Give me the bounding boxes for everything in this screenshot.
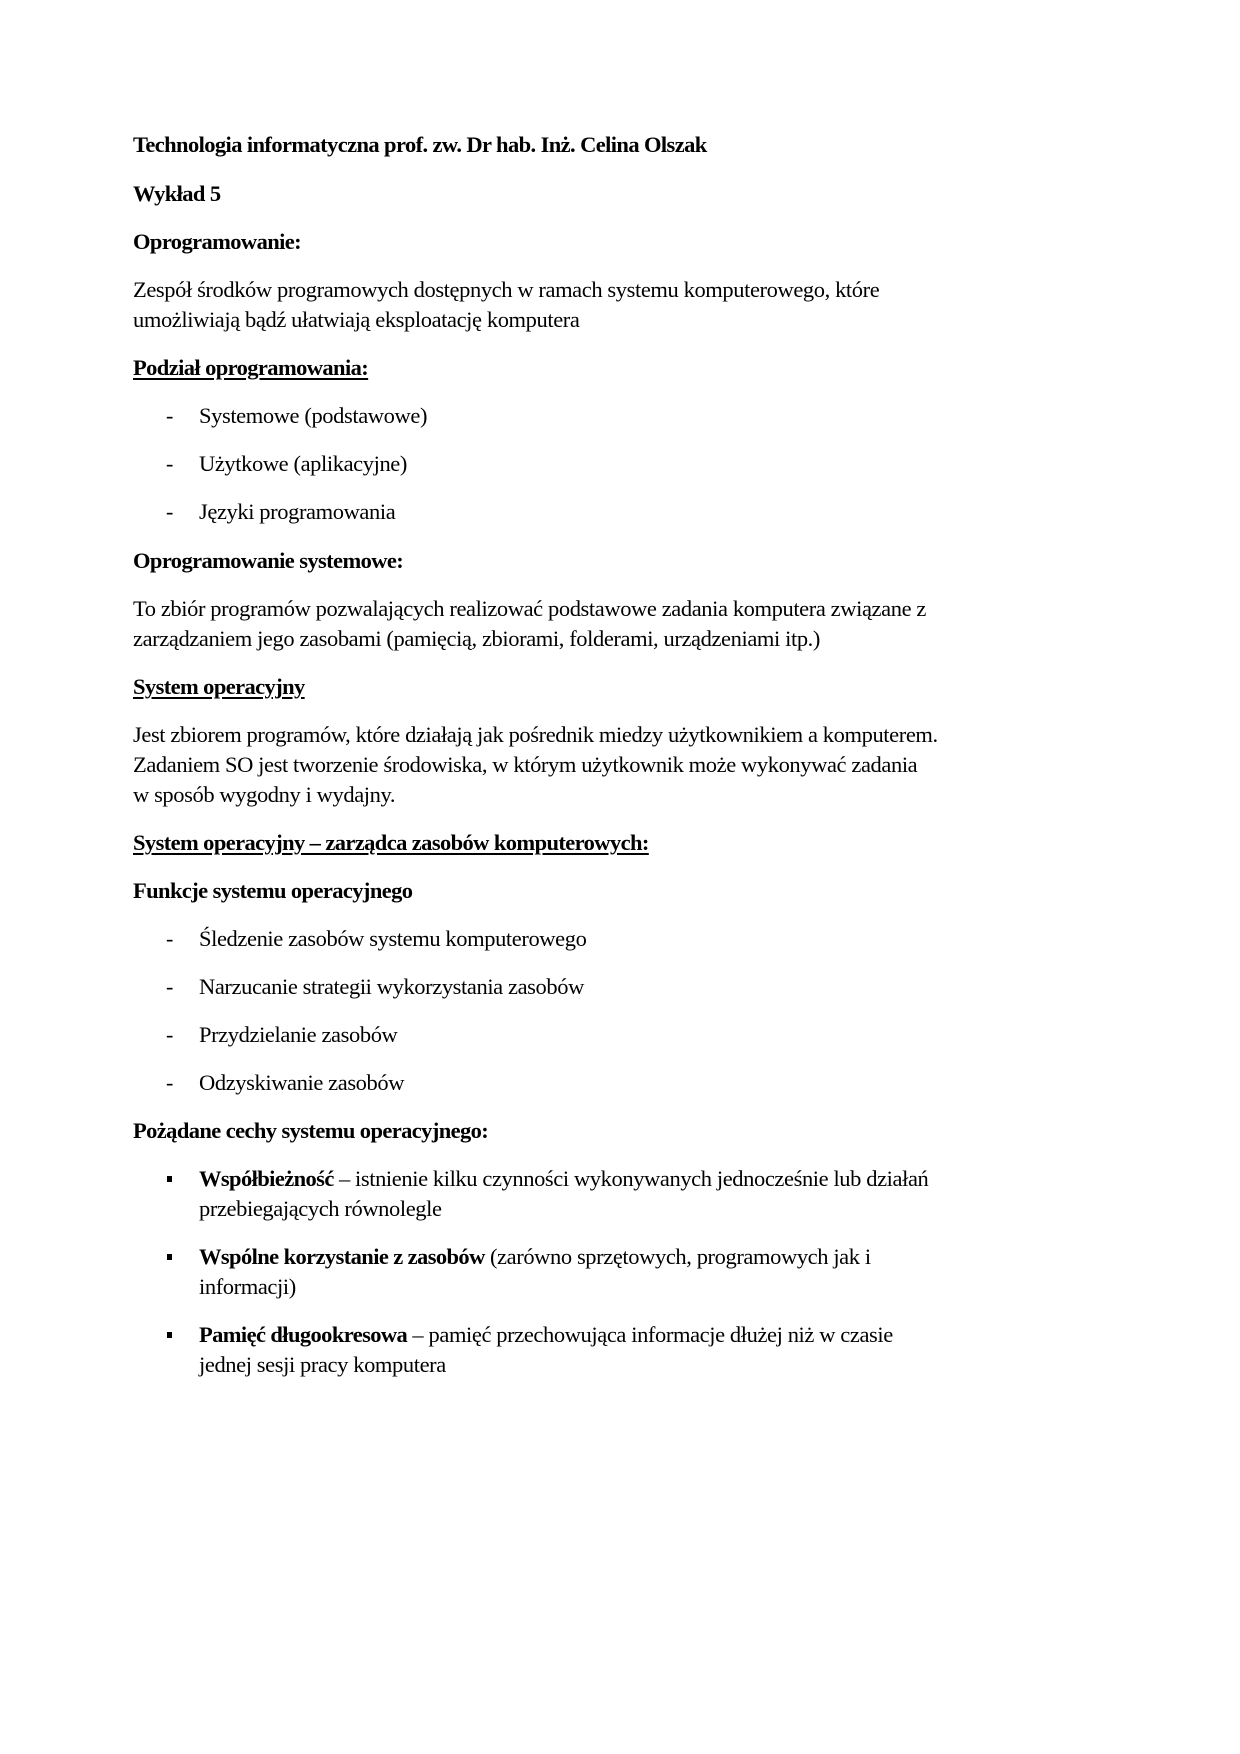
dash-bullet-icon: - (166, 1070, 174, 1095)
software-division-heading: Podział oprogramowania: (133, 355, 369, 380)
list-item: Przydzielanie zasobów (199, 1022, 398, 1047)
feature-item-line2: informacji) (199, 1274, 296, 1299)
dash-bullet-icon: - (166, 499, 174, 524)
feature-item-line2: jednej sesji pracy komputera (199, 1352, 446, 1377)
dash-bullet-icon: - (166, 974, 174, 999)
operating-system-heading: System operacyjny (133, 674, 305, 699)
list-item: Odzyskiwanie zasobów (199, 1070, 405, 1095)
os-features-heading: Pożądane cechy systemu operacyjnego: (133, 1118, 489, 1143)
feature-description: – istnienie kilku czynności wykonywanych jednocześnie lub działań (333, 1166, 929, 1191)
list-item: Śledzenie zasobów systemu komputerowego (199, 926, 587, 951)
dash-bullet-icon: - (166, 403, 174, 428)
feature-item-line1 (199, 1320, 893, 1350)
square-bullet-icon (167, 1332, 172, 1338)
dash-bullet-icon: - (166, 926, 174, 951)
feature-term: Współbieżność (199, 1166, 334, 1191)
system-software-heading: Oprogramowanie systemowe: (133, 548, 404, 573)
dash-bullet-icon: - (166, 451, 174, 476)
software-definition-line2: umożliwiają bądź ułatwiają eksploatację komputera (133, 307, 580, 332)
feature-item-line1 (199, 1164, 928, 1194)
operating-system-text-line2: Zadaniem SO jest tworzenie środowiska, w którym użytkownik może wykonywać zadania (133, 752, 918, 777)
dash-bullet-icon: - (166, 1022, 174, 1047)
feature-item-line2: przebiegających równolegle (199, 1196, 442, 1221)
operating-system-text-line3: w sposób wygodny i wydajny. (133, 782, 396, 807)
document-title: Technologia informatyczna prof. zw. Dr hab. Inż. Celina Olszak (133, 132, 707, 157)
system-software-text-line2: zarządzaniem jego zasobami (pamięcią, zbiorami, folderami, urządzeniami itp.) (133, 626, 820, 651)
list-item: Języki programowania (199, 499, 396, 524)
os-resource-manager-heading: System operacyjny – zarządca zasobów komputerowych: (133, 830, 649, 855)
feature-description: (zarówno sprzętowych, programowych jak i (484, 1244, 871, 1269)
operating-system-text-line1: Jest zbiorem programów, które działają jak pośrednik miedzy użytkownikiem a komputerem. (133, 722, 938, 747)
lecture-number: Wykład 5 (133, 181, 221, 206)
os-functions-heading: Funkcje systemu operacyjnego (133, 878, 413, 903)
feature-term: Wspólne korzystanie z zasobów (199, 1244, 485, 1269)
list-item: Użytkowe (aplikacyjne) (199, 451, 407, 476)
square-bullet-icon (167, 1176, 172, 1182)
software-definition-line1: Zespół środków programowych dostępnych w ramach systemu komputerowego, które (133, 277, 880, 302)
feature-description: – pamięć przechowująca informacje dłużej niż w czasie (407, 1322, 893, 1347)
software-heading: Oprogramowanie: (133, 229, 302, 254)
square-bullet-icon (167, 1254, 172, 1260)
feature-item-line1 (199, 1242, 871, 1272)
feature-term: Pamięć długookresowa (199, 1322, 408, 1347)
system-software-text-line1: To zbiór programów pozwalających realizować podstawowe zadania komputera związane z (133, 596, 926, 621)
list-item: Systemowe (podstawowe) (199, 403, 428, 428)
list-item: Narzucanie strategii wykorzystania zasobów (199, 974, 584, 999)
